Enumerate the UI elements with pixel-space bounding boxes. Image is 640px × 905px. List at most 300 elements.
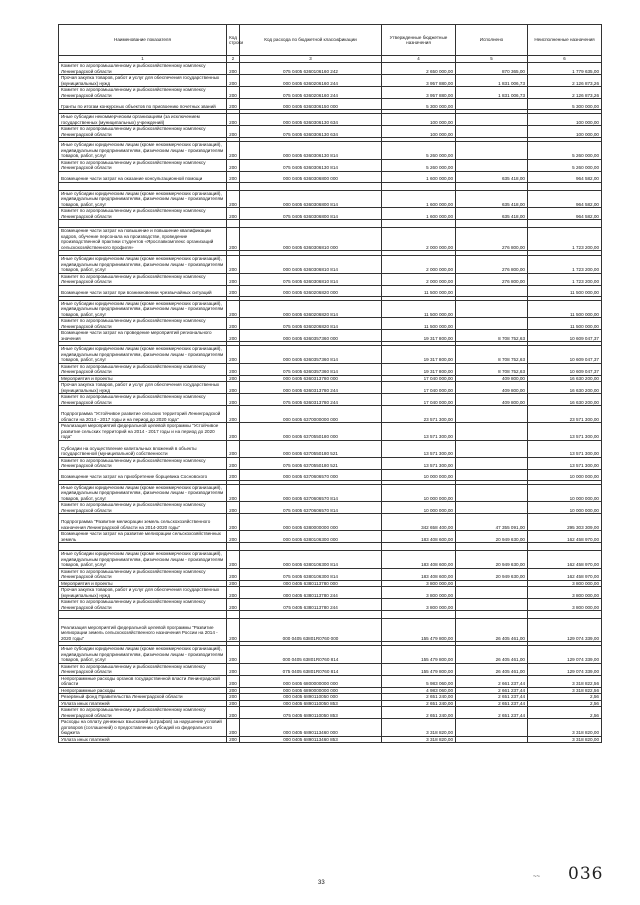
- cell-approved: 2 000 000,00: [382, 273, 456, 285]
- cell-approved: 183 408 600,00: [382, 551, 456, 569]
- table-body: [59, 63, 602, 743]
- table-row: [59, 694, 602, 701]
- table-row: [59, 423, 602, 441]
- table-row: [59, 363, 602, 375]
- table-row: [59, 394, 602, 406]
- cell-code: 200: [227, 382, 240, 394]
- cell-unexecuted: 13 571 300,00: [528, 457, 602, 469]
- cell-kbk: 000 0405 6890110050 853: [240, 700, 382, 707]
- cell-code: 200: [227, 663, 240, 675]
- cell-unexecuted: 10 000 000,00: [528, 484, 602, 502]
- cell-name: Реализация мероприятий федеральной целевой программы "Устойчивое развитие сельских территорий на 2014 - 2017 годы и на период до 2020 года": [59, 423, 227, 441]
- cell-code: 200: [227, 285, 240, 296]
- table-row: [59, 273, 602, 285]
- cell-kbk: 000 0405 6380113780 000: [240, 580, 382, 587]
- table-row: [59, 220, 602, 228]
- cell-name: Возмещение части затрат на проведение мероприятий регионального значения: [59, 330, 227, 342]
- table-row: [59, 346, 602, 364]
- cell-executed: 276 800,00: [456, 256, 528, 274]
- cell-executed: 276 800,00: [456, 273, 528, 285]
- cell-unexecuted: 2 126 873,26: [528, 75, 602, 87]
- cell-unexecuted: 10 000 000,00: [528, 469, 602, 480]
- column-number: 6: [528, 56, 602, 63]
- cell-code: [227, 543, 240, 551]
- cell-executed: 2 661 237,44: [456, 675, 528, 687]
- cell-kbk: 000 0405 6890113460 000: [240, 719, 382, 737]
- cell-code: 200: [227, 568, 240, 580]
- cell-approved: 10 000 000,00: [382, 502, 456, 514]
- cell-name: Мероприятия и проекты: [59, 580, 227, 587]
- cell-approved: 155 479 800,00: [382, 646, 456, 664]
- cell-name: [59, 220, 227, 228]
- cell-unexecuted: 3 800 000,00: [528, 587, 602, 599]
- cell-code: 200: [227, 300, 240, 318]
- table-row: [59, 531, 602, 543]
- table-row: [59, 599, 602, 611]
- cell-kbk: 000 0405 6380106300 814: [240, 551, 382, 569]
- stamp-mark: ~~: [533, 874, 541, 880]
- cell-name: Комитет по агропромышленному и рыбохозяйственному комплексу Ленинградской области: [59, 457, 227, 469]
- cell-kbk: 075 0405 6360357360 814: [240, 363, 382, 375]
- cell-code: 200: [227, 700, 240, 707]
- cell-kbk: 000 0405 6360306800 814: [240, 190, 382, 208]
- cell-executed: 409 800,00: [456, 375, 528, 382]
- cell-kbk: 075 0405 6380113780 244: [240, 599, 382, 611]
- cell-unexecuted: 13 571 300,00: [528, 440, 602, 457]
- cell-unexecuted: 16 630 200,00: [528, 382, 602, 394]
- cell-name: Резервный фонд Правительства Ленинградской области: [59, 694, 227, 701]
- table-row: [59, 502, 602, 514]
- cell-code: 200: [227, 87, 240, 99]
- cell-code: 200: [227, 394, 240, 406]
- table-row: [59, 114, 602, 126]
- cell-code: 200: [227, 587, 240, 599]
- cell-name: Гранты по итогам конкурсных объектов по присвоению почетных званий: [59, 99, 227, 110]
- cell-name: Комитет по агропромышленному и рыбохозяйственному комплексу Ленинградской области: [59, 273, 227, 285]
- table-row: [59, 87, 602, 99]
- table-row: [59, 228, 602, 251]
- cell-kbk: 000 0405 6370606570 000: [240, 469, 382, 480]
- cell-unexecuted: 3 318 820,00: [528, 736, 602, 743]
- cell-unexecuted: 100 000,00: [528, 114, 602, 126]
- cell-code: 200: [227, 551, 240, 569]
- cell-kbk: [240, 543, 382, 551]
- cell-approved: 5 260 000,00: [382, 142, 456, 160]
- cell-executed: 1 831 006,73: [456, 75, 528, 87]
- cell-unexecuted: 11 500 000,00: [528, 318, 602, 330]
- cell-approved: [382, 611, 456, 619]
- cell-unexecuted: 5 260 000,00: [528, 142, 602, 160]
- cell-kbk: 075 0405 6370550180 521: [240, 457, 382, 469]
- cell-executed: 2 651 237,44: [456, 707, 528, 719]
- cell-name: Иные субсидии юридическим лицам (кроме некоммерческих организаций), индивидуальным предпринимателям, физическим лицам - производителям товаров, работ, услуг: [59, 142, 227, 160]
- table-row: [59, 190, 602, 208]
- cell-executed: 276 800,00: [456, 228, 528, 251]
- cell-unexecuted: [528, 182, 602, 190]
- cell-unexecuted: 162 458 970,00: [528, 551, 602, 569]
- cell-approved: 3 957 880,00: [382, 87, 456, 99]
- cell-kbk: 000 0405 6360306800 000: [240, 171, 382, 182]
- cell-name: Иные субсидии юридическим лицам (кроме некоммерческих организаций), индивидуальным предпринимателям, физическим лицам - производителям товаров, работ, услуг: [59, 256, 227, 274]
- cell-name: Комитет по агропромышленному и рыбохозяйственному комплексу Ленинградской области: [59, 663, 227, 675]
- cell-approved: 183 408 600,00: [382, 531, 456, 543]
- cell-unexecuted: 1 779 635,00: [528, 63, 602, 75]
- cell-approved: 23 571 300,00: [382, 406, 456, 423]
- cell-executed: [456, 440, 528, 457]
- cell-code: 200: [227, 363, 240, 375]
- cell-approved: 5 983 060,00: [382, 675, 456, 687]
- cell-executed: [456, 469, 528, 480]
- cell-kbk: 000 0405 6890000000 000: [240, 687, 382, 694]
- cell-executed: 47 355 091,00: [456, 514, 528, 531]
- column-number: 5: [456, 56, 528, 63]
- cell-kbk: 075 0405 6360306130 634: [240, 126, 382, 138]
- cell-code: 200: [227, 457, 240, 469]
- cell-name: Субсидии на осуществление капитальных вложений в объекты государственной (муниципальной) собственности: [59, 440, 227, 457]
- cell-kbk: [240, 220, 382, 228]
- cell-executed: 26 405 461,00: [456, 619, 528, 642]
- cell-kbk: 075 0405 6360313780 244: [240, 394, 382, 406]
- cell-kbk: 000 0405 6360206820 814: [240, 300, 382, 318]
- cell-approved: [382, 182, 456, 190]
- cell-code: 200: [227, 75, 240, 87]
- cell-code: 200: [227, 531, 240, 543]
- cell-unexecuted: 23 571 300,00: [528, 406, 602, 423]
- cell-kbk: 000 0405 6360206160 244: [240, 75, 382, 87]
- cell-approved: 3 318 820,00: [382, 719, 456, 737]
- cell-unexecuted: 1 723 200,00: [528, 256, 602, 274]
- cell-executed: [456, 736, 528, 743]
- cell-code: 200: [227, 208, 240, 220]
- header-name: Наименование показателя: [59, 25, 227, 56]
- cell-name: Уплата иных платежей: [59, 736, 227, 743]
- table-row: [59, 484, 602, 502]
- cell-kbk: 000 0405 6370550180 521: [240, 440, 382, 457]
- cell-unexecuted: 3 318 820,00: [528, 719, 602, 737]
- cell-code: 200: [227, 580, 240, 587]
- cell-name: Комитет по агропромышленному и рыбохозяйственному комплексу Ленинградской области: [59, 318, 227, 330]
- cell-unexecuted: 10 000 000,00: [528, 502, 602, 514]
- report-sheet: [58, 24, 601, 743]
- cell-name: Непрограммные расходы: [59, 687, 227, 694]
- header-executed: Исполнено: [456, 25, 528, 56]
- cell-approved: 1 600 000,00: [382, 171, 456, 182]
- cell-executed: 20 949 630,00: [456, 531, 528, 543]
- cell-kbk: 075 0405 6360306130 814: [240, 159, 382, 171]
- cell-approved: 17 040 000,00: [382, 375, 456, 382]
- cell-name: [59, 182, 227, 190]
- table-row: [59, 568, 602, 580]
- cell-approved: 11 500 000,00: [382, 285, 456, 296]
- cell-executed: [456, 318, 528, 330]
- cell-kbk: 000 0405 63801R0760 000: [240, 619, 382, 642]
- cell-approved: 155 479 800,00: [382, 619, 456, 642]
- table-row: [59, 171, 602, 182]
- cell-name: Комитет по агропромышленному и рыбохозяйственному комплексу Ленинградской области: [59, 707, 227, 719]
- cell-kbk: [240, 182, 382, 190]
- cell-name: Комитет по агропромышленному и рыбохозяйственному комплексу Ленинградской области: [59, 394, 227, 406]
- cell-approved: 19 317 800,00: [382, 330, 456, 342]
- cell-approved: 100 000,00: [382, 114, 456, 126]
- table-row: [59, 382, 602, 394]
- cell-unexecuted: 2,56: [528, 694, 602, 701]
- cell-kbk: 000 0405 6370550180 000: [240, 423, 382, 441]
- table-row: [59, 543, 602, 551]
- cell-name: Комитет по агропромышленному и рыбохозяйственному комплексу Ленинградской области: [59, 87, 227, 99]
- cell-name: [59, 543, 227, 551]
- cell-kbk: 075 0405 6360306810 814: [240, 273, 382, 285]
- cell-executed: 409 800,00: [456, 394, 528, 406]
- cell-unexecuted: 964 582,00: [528, 208, 602, 220]
- cell-unexecuted: 11 500 000,00: [528, 300, 602, 318]
- table-row: [59, 514, 602, 531]
- cell-approved: 100 000,00: [382, 126, 456, 138]
- cell-code: 200: [227, 114, 240, 126]
- cell-executed: [456, 142, 528, 160]
- cell-unexecuted: 2,56: [528, 707, 602, 719]
- cell-approved: [382, 220, 456, 228]
- table-header-row: [59, 25, 602, 56]
- column-number: 2: [227, 56, 240, 63]
- cell-unexecuted: 5 260 000,00: [528, 159, 602, 171]
- cell-name: Прочая закупка товаров, работ и услуг для обеспечения государственных (муниципальных) нужд: [59, 75, 227, 87]
- cell-kbk: 000 0405 63801R0760 814: [240, 646, 382, 664]
- header-kbk: Код расхода по бюджетной классификации: [240, 25, 382, 56]
- cell-unexecuted: 11 500 000,00: [528, 285, 602, 296]
- table-row: [59, 587, 602, 599]
- header-unexecuted: Неисполненные назначения: [528, 25, 602, 56]
- cell-unexecuted: 1 723 200,00: [528, 273, 602, 285]
- cell-executed: 1 831 006,73: [456, 87, 528, 99]
- cell-executed: [456, 543, 528, 551]
- cell-executed: 2 651 237,44: [456, 700, 528, 707]
- cell-unexecuted: 100 000,00: [528, 126, 602, 138]
- cell-name: Возмещение части затрат на развитие мелиорации сельскохозяйственных земель: [59, 531, 227, 543]
- cell-code: 200: [227, 142, 240, 160]
- cell-approved: 10 000 000,00: [382, 469, 456, 480]
- table-row: [59, 208, 602, 220]
- column-number: 4: [382, 56, 456, 63]
- cell-unexecuted: 16 630 200,00: [528, 375, 602, 382]
- cell-executed: [456, 406, 528, 423]
- cell-approved: 2 650 000,00: [382, 63, 456, 75]
- cell-name: Возмещение части затрат при возникновении чрезвычайных ситуаций: [59, 285, 227, 296]
- cell-executed: 20 949 630,00: [456, 568, 528, 580]
- cell-kbk: 000 0405 6360306150 000: [240, 99, 382, 110]
- sheet-stamp-number: 036: [568, 864, 604, 884]
- cell-unexecuted: 129 074 339,00: [528, 663, 602, 675]
- cell-name: Иные субсидии юридическим лицам (кроме некоммерческих организаций), индивидуальным предпринимателям, физическим лицам - производителям товаров, работ, услуг: [59, 484, 227, 502]
- cell-name: Иные субсидии юридическим лицам (кроме некоммерческих организаций), индивидуальным предпринимателям, физическим лицам - производителям товаров, работ, услуг: [59, 300, 227, 318]
- cell-executed: 635 418,00: [456, 208, 528, 220]
- cell-code: 200: [227, 646, 240, 664]
- cell-executed: [456, 484, 528, 502]
- cell-name: Иные субсидии юридическим лицам (кроме некоммерческих организаций), индивидуальным предпринимателям, физическим лицам - производителям товаров, работ, услуг: [59, 646, 227, 664]
- cell-code: 200: [227, 126, 240, 138]
- header-code: Код строки: [227, 25, 240, 56]
- column-number: 1: [59, 56, 227, 63]
- cell-name: Иные субсидии юридическим лицам (кроме некоммерческих организаций), индивидуальным предпринимателям, физическим лицам - производителям товаров, работ, услуг: [59, 190, 227, 208]
- cell-kbk: 000 0405 6380000000 000: [240, 514, 382, 531]
- cell-executed: [456, 182, 528, 190]
- cell-code: 200: [227, 99, 240, 110]
- cell-approved: 5 260 000,00: [382, 159, 456, 171]
- cell-unexecuted: 10 609 047,37: [528, 330, 602, 342]
- cell-approved: 3 800 000,00: [382, 587, 456, 599]
- table-row: [59, 300, 602, 318]
- cell-kbk: 000 0405 6370606570 814: [240, 484, 382, 502]
- cell-code: [227, 220, 240, 228]
- cell-unexecuted: 295 303 309,00: [528, 514, 602, 531]
- cell-kbk: 000 0405 6890110050 000: [240, 694, 382, 701]
- cell-name: Возмещение части затрат на повышение и повышение квалификации кадров, обучение персонала на производстве, проведение производственной практики студентов «Ярославкомплекс организаций сельскохозяйственного профиля»: [59, 228, 227, 251]
- column-number-row: [59, 56, 602, 63]
- cell-code: 200: [227, 423, 240, 441]
- cell-name: Расходы на оплату денежных взысканий (штрафов) за нарушение условий договоров (соглашений) о предоставлении субсидий из федерального бюджета: [59, 719, 227, 737]
- cell-unexecuted: 5 300 000,00: [528, 99, 602, 110]
- cell-code: 200: [227, 63, 240, 75]
- cell-approved: 3 318 820,00: [382, 736, 456, 743]
- cell-kbk: 075 0405 6360306800 814: [240, 208, 382, 220]
- cell-kbk: 000 0405 6360357360 000: [240, 330, 382, 342]
- cell-executed: [456, 126, 528, 138]
- cell-executed: [456, 114, 528, 126]
- cell-approved: 19 317 800,00: [382, 346, 456, 364]
- cell-kbk: 000 0405 6360306810 814: [240, 256, 382, 274]
- cell-approved: 183 408 600,00: [382, 568, 456, 580]
- cell-executed: 26 405 461,00: [456, 663, 528, 675]
- cell-kbk: 075 0405 6360106160 242: [240, 63, 382, 75]
- cell-executed: [456, 599, 528, 611]
- cell-code: 200: [227, 469, 240, 480]
- cell-approved: 11 500 000,00: [382, 300, 456, 318]
- cell-executed: [456, 220, 528, 228]
- column-number: 3: [240, 56, 382, 63]
- cell-approved: 4 983 060,00: [382, 687, 456, 694]
- cell-kbk: 000 0405 6380113780 244: [240, 587, 382, 599]
- table-row: [59, 619, 602, 642]
- cell-approved: 2 000 000,00: [382, 228, 456, 251]
- cell-unexecuted: 10 609 047,37: [528, 363, 602, 375]
- cell-code: 200: [227, 159, 240, 171]
- cell-code: 200: [227, 719, 240, 737]
- cell-code: 200: [227, 514, 240, 531]
- cell-executed: [456, 457, 528, 469]
- table-row: [59, 469, 602, 480]
- cell-unexecuted: 3 318 822,56: [528, 675, 602, 687]
- cell-executed: 409 800,00: [456, 382, 528, 394]
- table-row: [59, 318, 602, 330]
- cell-kbk: [240, 611, 382, 619]
- cell-code: 200: [227, 502, 240, 514]
- cell-unexecuted: [528, 543, 602, 551]
- cell-kbk: 000 0405 6890113460 853: [240, 736, 382, 743]
- cell-executed: 20 949 630,00: [456, 551, 528, 569]
- table-row: [59, 646, 602, 664]
- table-row: [59, 719, 602, 737]
- cell-approved: 5 300 000,00: [382, 99, 456, 110]
- cell-executed: 26 405 461,00: [456, 646, 528, 664]
- cell-code: 200: [227, 190, 240, 208]
- cell-name: Реализация мероприятий федеральной целевой программы "Развитие мелиорации земель сельскохозяйственного назначения России на 2014 - 2020 годы": [59, 619, 227, 642]
- cell-unexecuted: 3 800 000,00: [528, 580, 602, 587]
- cell-unexecuted: 1 723 200,00: [528, 228, 602, 251]
- table-row: [59, 675, 602, 687]
- cell-executed: [456, 99, 528, 110]
- cell-executed: 8 708 752,63: [456, 330, 528, 342]
- cell-code: 200: [227, 675, 240, 687]
- cell-kbk: 000 0405 6360306130 634: [240, 114, 382, 126]
- table-row: [59, 440, 602, 457]
- cell-name: Прочая закупка товаров, работ и услуг для обеспечения государственных (муниципальных) нужд: [59, 587, 227, 599]
- cell-code: [227, 611, 240, 619]
- cell-code: 200: [227, 406, 240, 423]
- cell-unexecuted: 3 318 822,56: [528, 687, 602, 694]
- cell-kbk: 000 0405 6360357360 814: [240, 346, 382, 364]
- cell-kbk: 075 0405 6360206820 814: [240, 318, 382, 330]
- table-row: [59, 182, 602, 190]
- cell-unexecuted: 2,56: [528, 700, 602, 707]
- cell-approved: 155 479 800,00: [382, 663, 456, 675]
- cell-approved: 2 651 240,00: [382, 707, 456, 719]
- cell-unexecuted: 10 609 047,37: [528, 346, 602, 364]
- cell-name: Комитет по агропромышленному и рыбохозяйственному комплексу Ленинградской области: [59, 63, 227, 75]
- cell-code: 200: [227, 318, 240, 330]
- cell-unexecuted: 129 074 339,00: [528, 619, 602, 642]
- cell-approved: 3 957 880,00: [382, 75, 456, 87]
- cell-kbk: 075 0405 6890110050 853: [240, 707, 382, 719]
- cell-executed: [456, 611, 528, 619]
- cell-kbk: 075 0405 6360206160 244: [240, 87, 382, 99]
- table-row: [59, 707, 602, 719]
- cell-executed: 2 661 237,44: [456, 687, 528, 694]
- cell-kbk: 000 0405 6380106300 000: [240, 531, 382, 543]
- cell-name: Комитет по агропромышленному и рыбохозяйственному комплексу Ленинградской области: [59, 208, 227, 220]
- cell-name: Подпрограмма "Развитие мелиорации земель сельскохозяйственного назначения Ленинградской области на 2014-2020 годы": [59, 514, 227, 531]
- cell-code: 200: [227, 707, 240, 719]
- table-row: [59, 736, 602, 743]
- cell-kbk: 075 0405 63801R0760 814: [240, 663, 382, 675]
- cell-name: [59, 611, 227, 619]
- cell-name: Подпрограмма "Устойчивое развитие сельских территорий Ленинградской области на 2014 - 2017 годы и на период до 2020 года": [59, 406, 227, 423]
- cell-name: Комитет по агропромышленному и рыбохозяйственному комплексу Ленинградской области: [59, 599, 227, 611]
- cell-kbk: 000 0405 6360306130 814: [240, 142, 382, 160]
- cell-name: Непрограммные расходы органов государственной власти Ленинградской области: [59, 675, 227, 687]
- cell-code: 200: [227, 375, 240, 382]
- cell-code: 200: [227, 694, 240, 701]
- cell-code: 200: [227, 171, 240, 182]
- table-row: [59, 551, 602, 569]
- cell-executed: 8 708 752,63: [456, 363, 528, 375]
- cell-executed: [456, 159, 528, 171]
- table-row: [59, 126, 602, 138]
- cell-executed: 2 651 237,44: [456, 694, 528, 701]
- cell-code: 200: [227, 273, 240, 285]
- cell-unexecuted: 2 126 873,26: [528, 87, 602, 99]
- cell-unexecuted: 964 582,00: [528, 190, 602, 208]
- cell-kbk: 000 0405 6360206820 000: [240, 285, 382, 296]
- cell-approved: 2 651 240,00: [382, 694, 456, 701]
- table-row: [59, 330, 602, 342]
- cell-name: Прочая закупка товаров, работ и услуг для обеспечения государственных (муниципальных) нужд: [59, 382, 227, 394]
- cell-executed: [456, 285, 528, 296]
- cell-name: Комитет по агропромышленному и рыбохозяйственному комплексу Ленинградской области: [59, 159, 227, 171]
- cell-approved: 17 040 000,00: [382, 382, 456, 394]
- cell-code: 200: [227, 256, 240, 274]
- cell-code: [227, 182, 240, 190]
- cell-code: 200: [227, 440, 240, 457]
- cell-executed: [456, 719, 528, 737]
